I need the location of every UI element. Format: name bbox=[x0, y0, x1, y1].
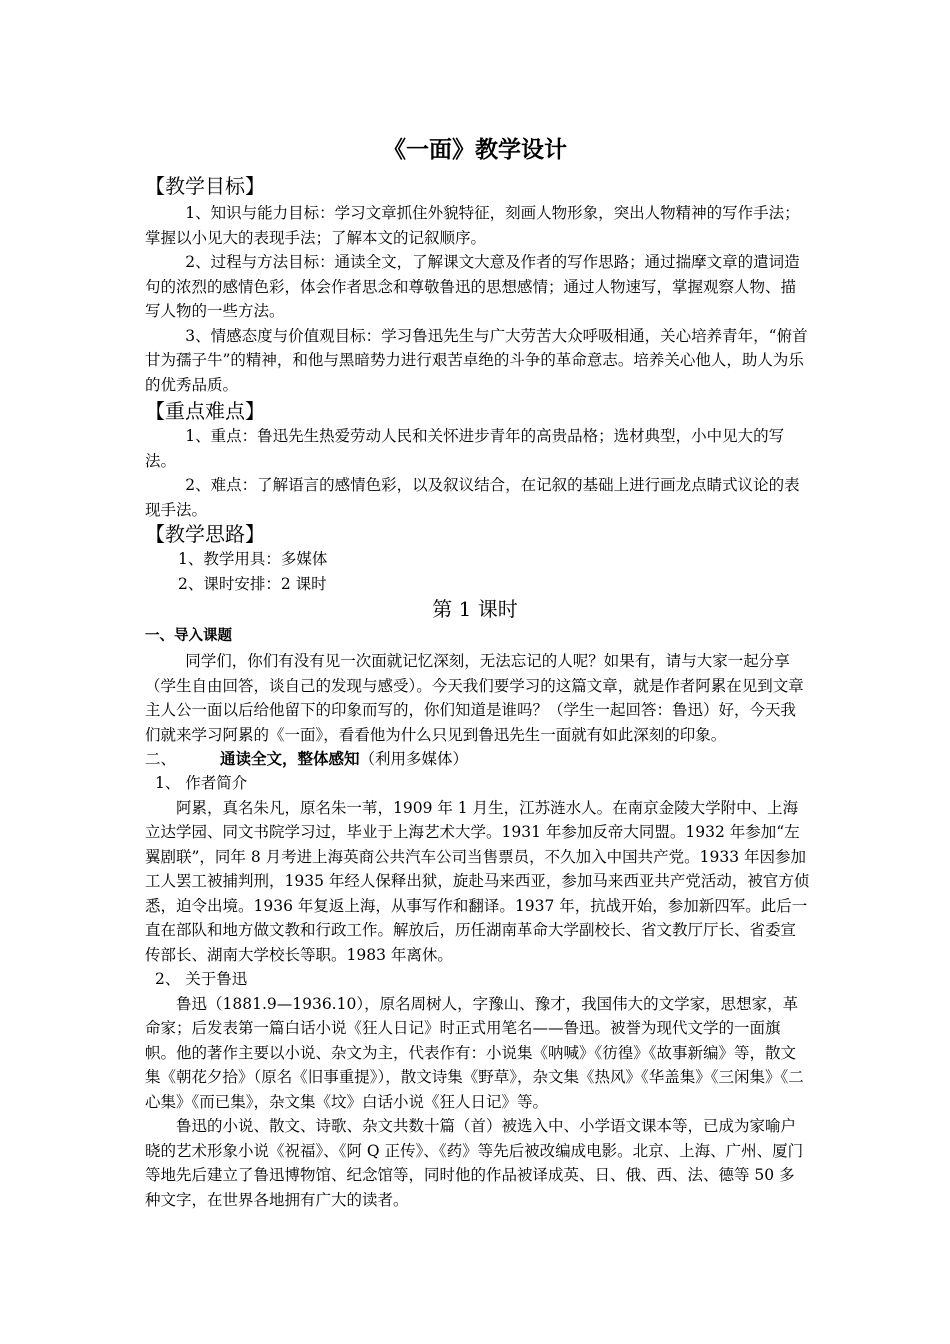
goals-list bbox=[145, 201, 810, 397]
lesson-title: 第 1 课时 bbox=[432, 597, 518, 621]
key-item: 2、难点：了解语言的感情色彩，以及叙议结合，在记叙的基础上进行画龙点睛式议论的表现手法。 bbox=[145, 476, 800, 519]
luxun-paragraph-2: 鲁迅的小说、散文、诗歌、杂文共数十篇（首）被选入中、小学语文课本等，已成为家喻户晓的艺术形象小说《祝福》、《阿 Q 正传》、《药》等先后被改编成电影。北京、上海、广州、厦门等地先后建立了鲁迅博物馆、纪念馆等，同时他的作品被译成英、日、俄、西、法、德等 50 多种文字，在世界各地拥有广大的读者。 bbox=[145, 1117, 804, 1209]
luxun-paragraph-1: 鲁迅（1881.9—1936.10），原名周树人，字豫山、豫才，我国伟大的文学家，思想家，革命家；后发表第一篇白话小说《狂人日记》时正式用笔名——鲁迅。被誉为现代文学的一面旗帜。他的著作主要以小说、杂文为主，代表作有：小说集《呐喊》《彷徨》《故事新编》等，散文集《朝花夕拾》（原名《旧事重提》），散文诗集《野草》，杂文集《热风》《华盖集》《三闲集》《二心集》《而已集》，杂文集《坟》白话小说《狂人日记》等。 bbox=[145, 994, 804, 1111]
goal-item: 2、过程与方法目标：通读全文，了解课文大意及作者的写作思路；通过揣摩文章的遣词造句的浓烈的感情色彩，体会作者思念和尊敬鲁迅的思想感情；通过人物速写，掌握观察人物、描写人物的一些方法。 bbox=[145, 253, 800, 320]
part2-note: （利用多媒体） bbox=[359, 750, 469, 768]
author-intro-paragraph: 阿累，真名朱凡，原名朱一苇，1909 年 1 月生，江苏涟水人。在南京金陵大学附中、上海立达学园、同文书院学习过，毕业于上海艺术大学。1931 年参加反帝大同盟。1932 年参加“左翼剧联”，同年 8 月考进上海英商公共汽车公司当售票员，不久加入中国共产党。1933 年因参加工人罢工被捕判刑，1935 年经人保释出狱，旋赴马来西亚，参加马来西亚共产党活动，被官方侦悉，迫令出境。1936 年复返上海，从事写作和翻译。1937 年，抗战开始，参加新四军。此后一直在部队和地方做文教和行政工作。解放后，历任湖南革命大学副校长、省文教厅厅长、省委宣传部长、湖南大学校长等职。1983 年离休。 bbox=[145, 798, 810, 964]
key-list bbox=[145, 424, 810, 522]
part2-title: 通读全文，整体感知 bbox=[220, 750, 360, 768]
key-item: 1、重点：鲁迅先生热爱劳动人民和关怀进步青年的高贵品格；选材典型，小中见大的写法。 bbox=[145, 427, 785, 470]
idea-list bbox=[145, 547, 810, 596]
goal-item: 3、情感态度与价值观目标：学习鲁迅先生与广大劳苦大众呼吸相通，关心培养青年，“俯首甘为孺子牛”的精神，和他与黑暗势力进行艰苦卓绝的斗争的革命意志。培养关心他人，助人为乐的优秀品质。 bbox=[145, 326, 808, 394]
idea-item: 2、课时安排：2 课时 bbox=[178, 574, 327, 593]
section-heading-key: 【重点难点】 bbox=[145, 399, 265, 423]
part2-body bbox=[145, 771, 810, 1212]
part2-number: 二、 bbox=[145, 750, 177, 768]
section-heading-idea: 【教学思路】 bbox=[145, 522, 265, 546]
author-intro-heading: 1、 作者简介 bbox=[155, 774, 248, 792]
part1-paragraph: 同学们，你们有没有见一次面就记忆深刻，无法忘记的人呢？如果有，请与大家一起分享（学生自由回答，谈自己的发现与感受）。今天我们要学习的这篇文章，就是作者阿累在见到文章主人公一面以后给他留下的印象而写的，你们知道是谁吗？（学生一起回答：鲁迅）好，今天我们就来学习阿累的《一面》，看看他为什么只见到鲁迅先生一面就有如此深刻的印象。 bbox=[145, 652, 804, 744]
section-heading-goals: 【教学目标】 bbox=[145, 174, 265, 198]
idea-item: 1、教学用具：多媒体 bbox=[178, 550, 328, 568]
part1-body bbox=[145, 649, 810, 747]
part1-heading: 一、导入课题 bbox=[145, 628, 232, 644]
goal-item: 1、知识与能力目标：学习文章抓住外貌特征，刻画人物形象，突出人物精神的写作手法；掌握以小见大的表现手法；了解本文的记叙顺序。 bbox=[145, 204, 800, 247]
luxun-heading: 2、 关于鲁迅 bbox=[155, 970, 248, 988]
document-title: 《一面》教学设计 bbox=[383, 137, 567, 163]
part2-heading bbox=[145, 747, 810, 772]
